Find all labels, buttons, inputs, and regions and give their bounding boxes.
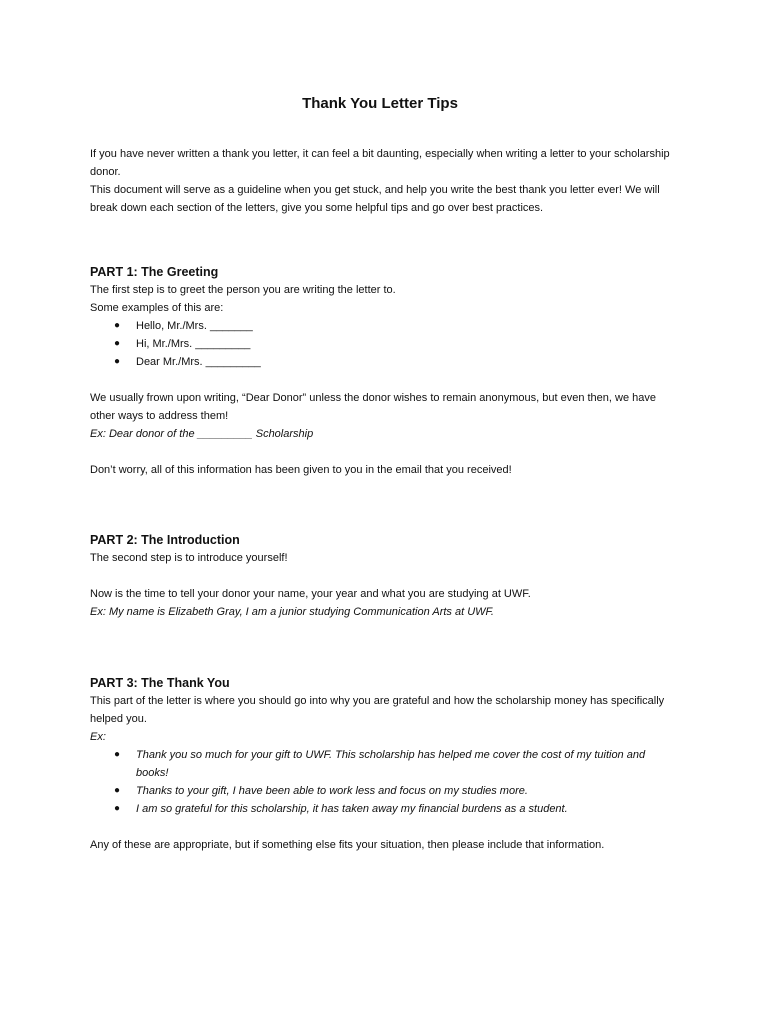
part2-line2: Now is the time to tell your donor your name, your year and what you are studying at UWF. — [90, 588, 531, 600]
list-item — [90, 782, 670, 800]
bullet-icon: ● — [114, 785, 121, 796]
part2-line1: The second step is to introduce yourself! — [90, 552, 288, 564]
intro-paragraph-1: If you have never written a thank you letter, it can feel a bit daunting, especially when writing a letter to your scholarship donor. — [90, 148, 670, 178]
list-item — [90, 800, 670, 818]
intro-paragraph-2: This document will serve as a guideline when you get stuck, and help you write the best thank you letter ever! We will break down each section of the letters, give you some helpful tips and go over best practices. — [90, 184, 660, 214]
part1-closing: Don’t worry, all of this information has been given to you in the email that you received! — [90, 464, 512, 476]
bullet-icon: ● — [114, 356, 121, 367]
part1-note: We usually frown upon writing, “Dear Donor” unless the donor wishes to remain anonymous, but even then, we have other ways to address them! — [90, 392, 656, 422]
bullet-icon: ● — [114, 320, 121, 331]
part3-ex-label: Ex: — [90, 731, 106, 743]
part3-examples-list — [90, 746, 670, 818]
list-item — [90, 317, 670, 335]
list-item-text: Hi, Mr./Mrs. _________ — [136, 338, 251, 350]
list-item-text: I am so grateful for this scholarship, it has taken away my financial burdens as a student. — [136, 803, 568, 815]
document-title: Thank You Letter Tips — [302, 95, 458, 112]
list-item — [90, 746, 670, 782]
list-item-text: Thank you so much for your gift to UWF. This scholarship has helped me cover the cost of my tuition and books! — [136, 749, 646, 779]
list-item-text: Dear Mr./Mrs. _________ — [136, 356, 261, 368]
part1-line1: The first step is to greet the person you are writing the letter to. — [90, 284, 396, 296]
list-item-text: Hello, Mr./Mrs. _______ — [136, 320, 253, 332]
part2-heading: PART 2: The Introduction — [90, 533, 240, 547]
part1-example: Ex: Dear donor of the _________ Scholarship — [90, 428, 314, 440]
list-item — [90, 335, 670, 353]
part1-heading: PART 1: The Greeting — [90, 265, 219, 279]
bullet-icon: ● — [114, 803, 121, 814]
part2-example: Ex: My name is Elizabeth Gray, I am a junior studying Communication Arts at UWF. — [90, 606, 494, 618]
bullet-icon: ● — [114, 749, 121, 760]
part3-closing: Any of these are appropriate, but if something else fits your situation, then please include that information. — [90, 839, 605, 851]
part1-line2: Some examples of this are: — [90, 302, 224, 314]
part3-line1: This part of the letter is where you should go into why you are grateful and how the scholarship money has specifically helped you. — [90, 695, 665, 725]
part1-examples-list — [90, 317, 670, 371]
bullet-icon: ● — [114, 338, 121, 349]
part3-heading: PART 3: The Thank You — [90, 676, 230, 690]
list-item-text: Thanks to your gift, I have been able to work less and focus on my studies more. — [136, 785, 528, 797]
list-item — [90, 353, 670, 371]
